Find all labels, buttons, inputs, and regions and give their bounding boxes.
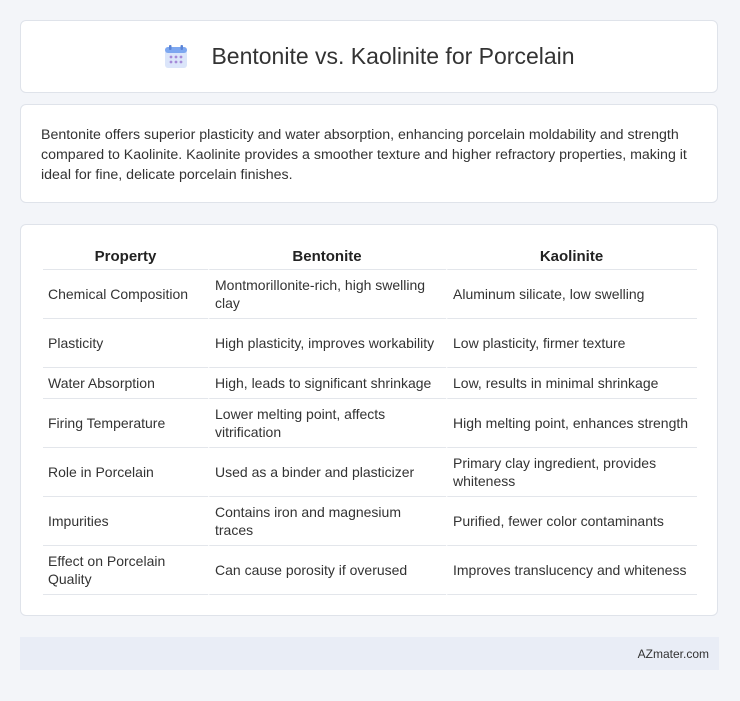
cell-bentonite: High, leads to significant shrinkage (208, 367, 446, 398)
header-bentonite: Bentonite (292, 247, 362, 265)
table-header-row (43, 243, 697, 269)
comparison-table (43, 243, 697, 595)
cell-bentonite: Contains iron and magnesium traces (208, 496, 446, 545)
calendar-icon (163, 44, 189, 70)
intro-text: Bentonite offers superior plasticity and water absorption, enhancing porcelain moldability and strength compared to Kaolinite. Kaolinite provides a smoother texture and higher refractory properties, making it ideal for fine, delicate porcelain finishes. (41, 127, 687, 183)
cell-kaolinite: Improves translucency and whiteness (446, 545, 697, 595)
comparison-table-card (20, 224, 718, 616)
cell-bentonite: Can cause porosity if overused (208, 545, 446, 595)
cell-kaolinite: Low plasticity, firmer texture (446, 318, 697, 367)
cell-property: Firing Temperature (43, 398, 208, 447)
title-card (20, 20, 718, 93)
cell-kaolinite: Primary clay ingredient, provides whiteness (446, 447, 697, 496)
footer-bar (20, 637, 719, 670)
table-row (43, 447, 697, 496)
cell-property: Impurities (43, 496, 208, 545)
table-row (43, 545, 697, 595)
table-row (43, 496, 697, 545)
cell-property: Effect on Porcelain Quality (43, 545, 208, 595)
page-title: Bentonite vs. Kaolinite for Porcelain (211, 43, 575, 69)
cell-kaolinite: Purified, fewer color contaminants (446, 496, 697, 545)
table-row (43, 269, 697, 318)
cell-property: Water Absorption (43, 367, 208, 398)
cell-kaolinite: High melting point, enhances strength (446, 398, 697, 447)
header-property: Property (94, 247, 157, 265)
cell-property: Role in Porcelain (43, 447, 208, 496)
cell-kaolinite: Aluminum silicate, low swelling (446, 269, 697, 318)
intro-card (20, 104, 718, 203)
cell-kaolinite: Low, results in minimal shrinkage (446, 367, 697, 398)
table-row (43, 398, 697, 447)
table-row (43, 367, 697, 398)
cell-bentonite: Montmorillonite-rich, high swelling clay (208, 269, 446, 318)
cell-property: Plasticity (43, 318, 208, 367)
cell-property: Chemical Composition (43, 269, 208, 318)
header-kaolinite: Kaolinite (539, 247, 604, 265)
cell-bentonite: High plasticity, improves workability (208, 318, 446, 367)
table-row (43, 318, 697, 367)
cell-bentonite: Used as a binder and plasticizer (208, 447, 446, 496)
cell-bentonite: Lower melting point, affects vitrification (208, 398, 446, 447)
footer-site-link[interactable]: AZmater.com (637, 646, 709, 661)
